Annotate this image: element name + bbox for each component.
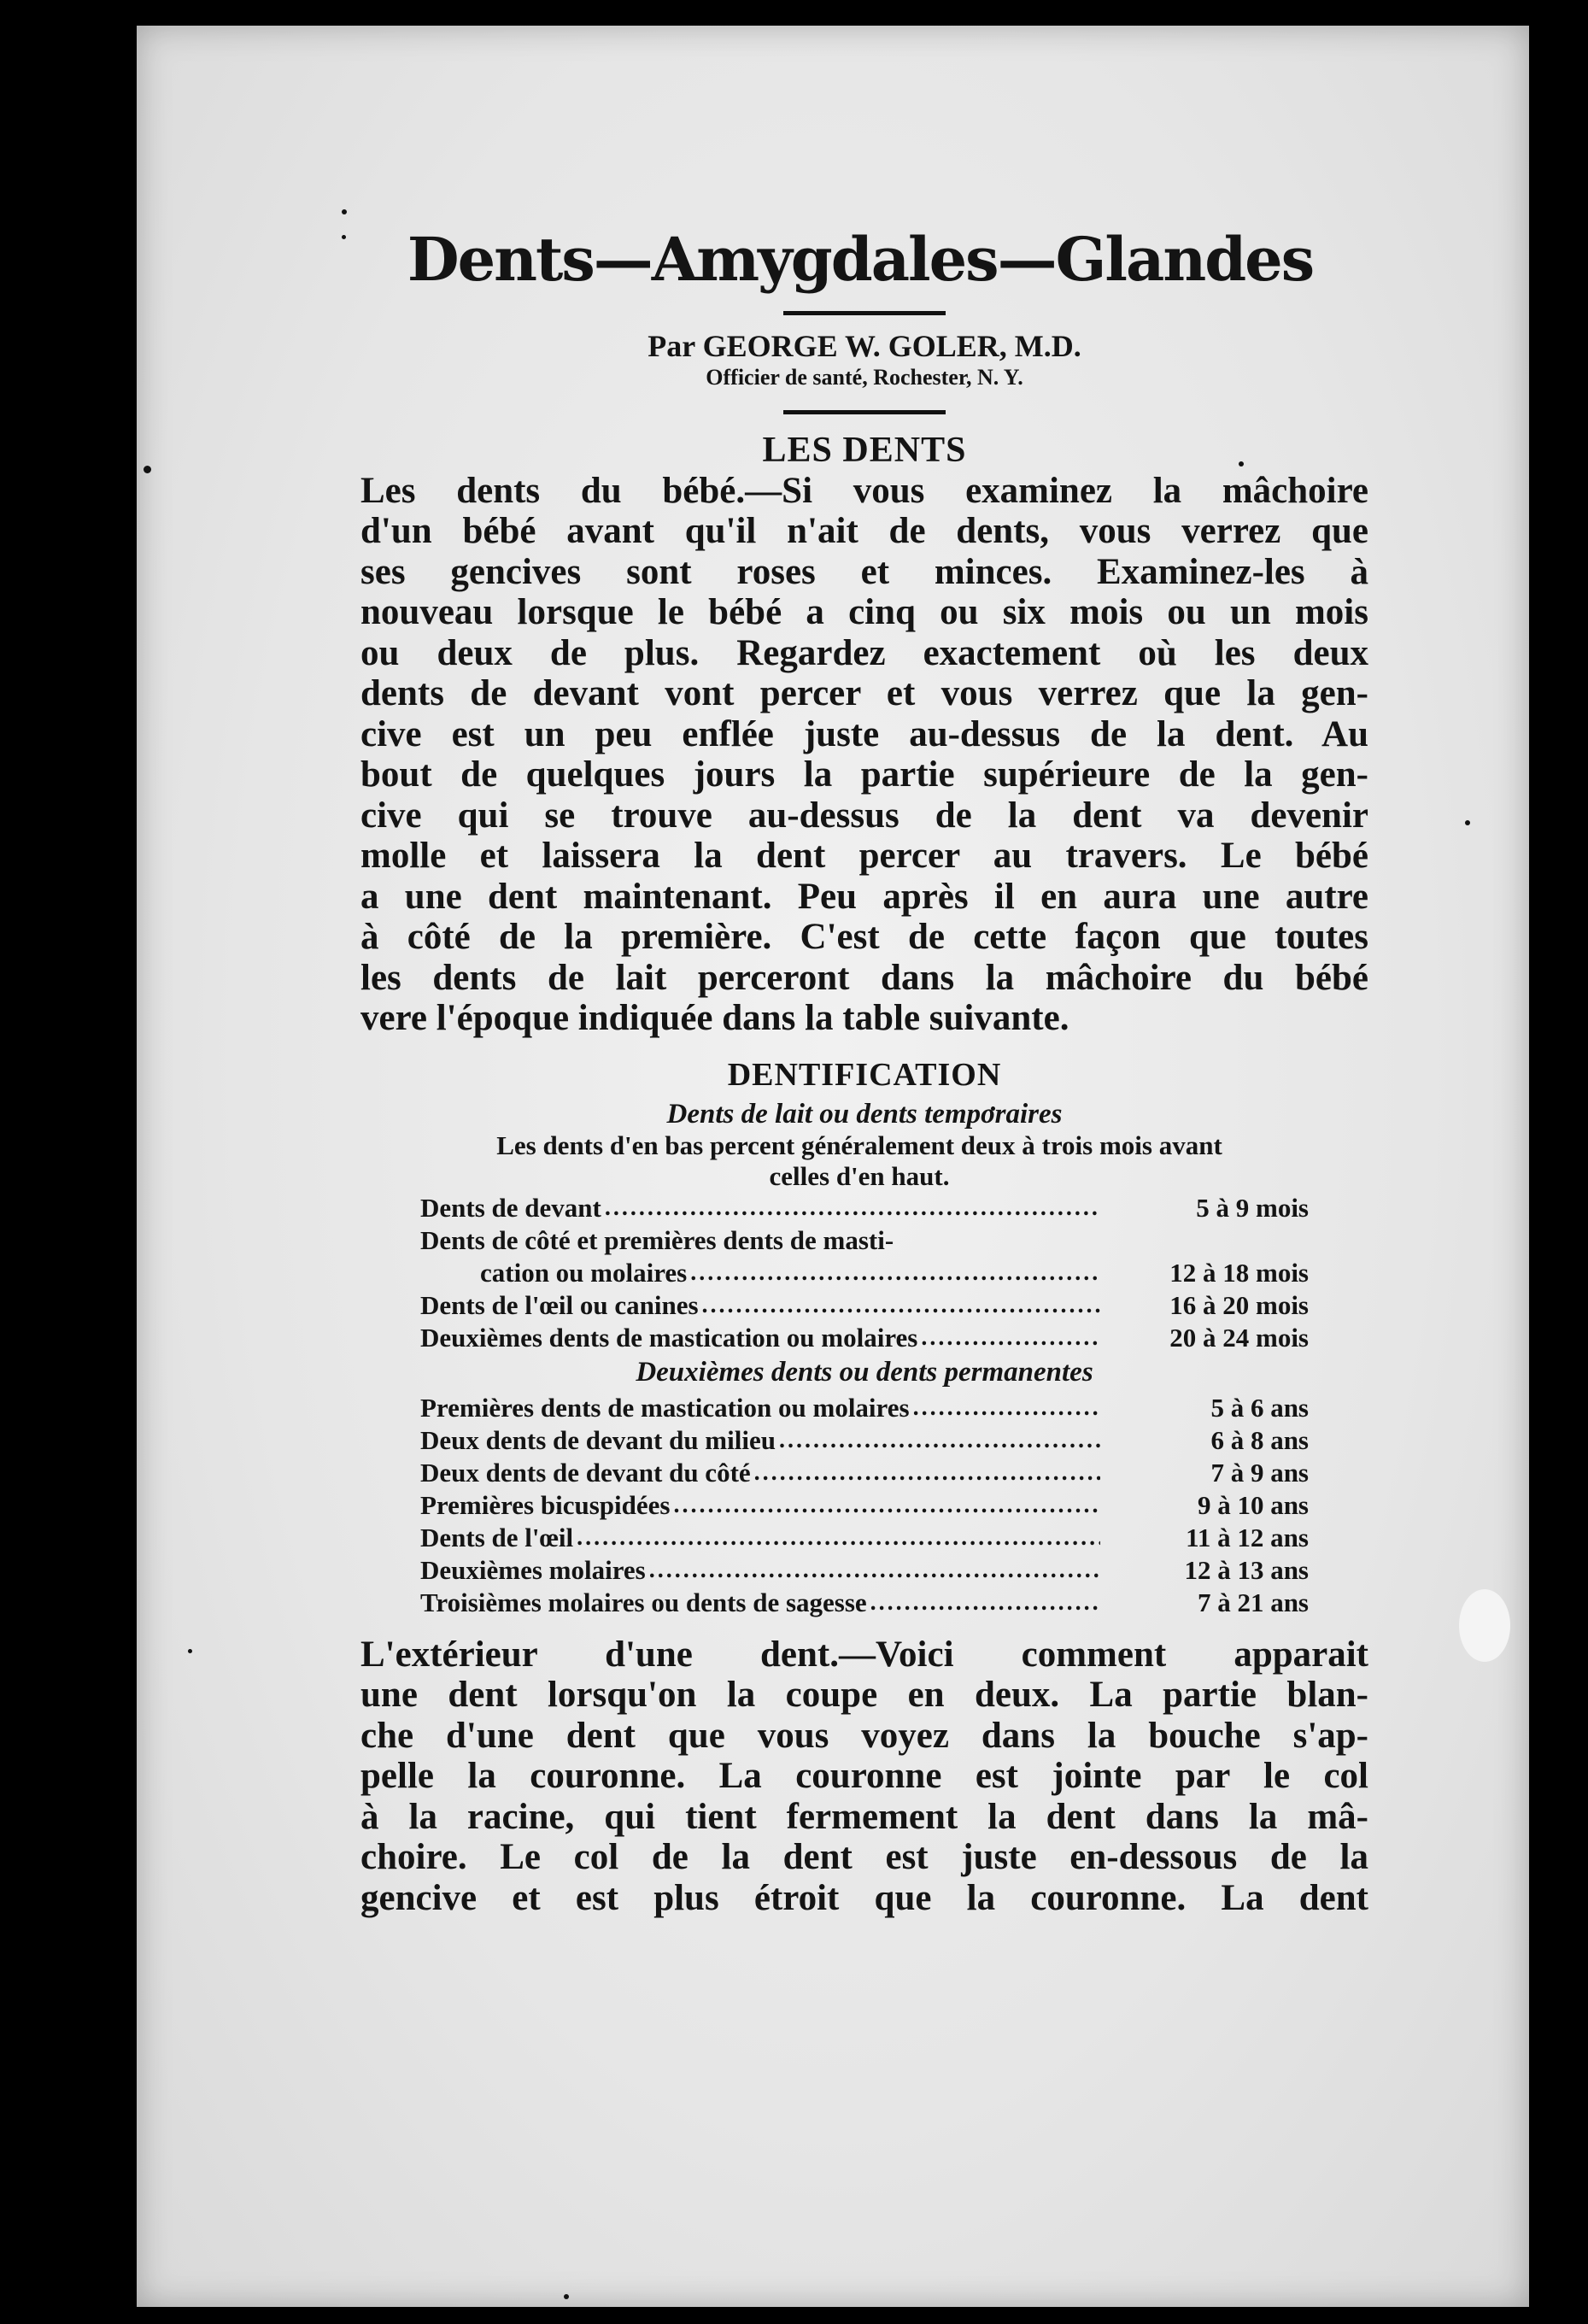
section-heading: LES DENTS (762, 430, 967, 470)
row-value: 7 à 9 ans (1210, 1457, 1309, 1488)
paragraph-line: ou deux de plus. Regardez exactement où les deux (360, 632, 1368, 673)
speck (1459, 1589, 1510, 1662)
paragraph-line: à la racine, qui tient fermement la dent dans la mâ- (360, 1796, 1368, 1837)
dentification-heading: DENTIFICATION (727, 1056, 1002, 1093)
table-row (420, 1457, 1309, 1489)
row-value: 9 à 10 ans (1197, 1489, 1309, 1520)
speck (1465, 820, 1470, 825)
row-label: Deux dents de devant du côté (420, 1457, 751, 1488)
leader-dots (670, 1489, 1100, 1522)
row-label: Premières dents de mastication ou molaires (420, 1392, 910, 1423)
paragraph-line: une dent lorsqu'on la coupe en deux. La partie blan- (360, 1675, 1368, 1716)
table-row (420, 1522, 1309, 1554)
paragraph-line: a une dent maintenant. Peu après il en aura une autre (360, 876, 1368, 917)
row-value: 11 à 12 ans (1186, 1522, 1309, 1552)
paragraph-line: L'extérieur d'une dent.—Voici comment apparait (360, 1634, 1368, 1675)
temporary-teeth-table (420, 1192, 1309, 1619)
table-row (420, 1554, 1309, 1587)
row-value (1100, 1224, 1309, 1257)
leader-dots (601, 1192, 1100, 1224)
speck (342, 209, 347, 214)
table-row (420, 1224, 1309, 1257)
table-row (420, 1392, 1309, 1424)
dentification-note (350, 1130, 1368, 1192)
row-label: Troisièmes molaires ou dents de sagesse (420, 1587, 867, 1617)
speck (342, 235, 346, 239)
intro-paragraph (360, 471, 1368, 1039)
row-value: 7 à 21 ans (1197, 1587, 1309, 1617)
author-affiliation: Officier de santé, Rochester, N. Y. (706, 365, 1023, 390)
leader-dots (867, 1587, 1100, 1619)
speck (564, 2294, 569, 2299)
document-body (360, 226, 1368, 1918)
title-divider (783, 311, 946, 315)
row-value: 6 à 8 ans (1210, 1424, 1309, 1455)
paragraph-line: molle et laissera la dent percer au travers. Le bébé (360, 836, 1368, 877)
paragraph-line: à côté de la première. C'est de cette façon que toutes (360, 917, 1368, 958)
paragraph-line: bout de quelques jours la partie supérieure de la gen- (360, 754, 1368, 795)
row-label: Premières bicuspidées (420, 1489, 671, 1520)
table-row (420, 1489, 1309, 1522)
paragraph-line: ses gencives sont roses et minces. Examinez-les à (360, 551, 1368, 592)
paragraph-line: choire. Le col de la dent est juste en-dessous de la (360, 1837, 1368, 1878)
row-value: 16 à 20 mois (1169, 1289, 1309, 1320)
speck (188, 1649, 192, 1653)
table-row (420, 1257, 1309, 1289)
note-line: celles d'en haut. (769, 1160, 950, 1191)
leader-dots (646, 1554, 1100, 1587)
section-divider (783, 410, 946, 414)
temporary-teeth-heading: Dents de lait ou dents temporaires (666, 1098, 1063, 1130)
paragraph-lead: Les dents du bébé. (360, 470, 746, 511)
row-value: 5 à 6 ans (1210, 1392, 1309, 1423)
paragraph-line: pelle la couronne. La couronne est jointe par le col (360, 1756, 1368, 1797)
paragraph-line: d'un bébé avant qu'il n'ait de dents, vous verrez que (360, 511, 1368, 552)
row-value: 12 à 18 mois (1169, 1257, 1309, 1288)
row-label: Dents de l'œil (420, 1522, 574, 1552)
table-row (420, 1192, 1309, 1224)
leader-dots (917, 1322, 1100, 1354)
row-value: 12 à 13 ans (1184, 1554, 1309, 1585)
paragraph-line: nouveau lorsque le bébé a cinq ou six mois ou un mois (360, 592, 1368, 633)
paragraph-line: gencive et est plus étroit que la couronne. La dent (360, 1877, 1368, 1918)
paragraph-line: cive est un peu enflée juste au-dessus de la dent. Au (360, 713, 1368, 754)
author-line: Par GEORGE W. GOLER, M.D. (648, 329, 1081, 363)
document-title: Dents—Amygdales—Glandes (407, 224, 1314, 295)
row-label: cation ou molaires (480, 1257, 688, 1288)
row-value: 20 à 24 mois (1169, 1322, 1309, 1353)
row-label: Deuxièmes dents de mastication ou molaires (420, 1322, 918, 1353)
permanent-teeth-heading: Deuxièmes dents ou dents permanentes (636, 1356, 1093, 1388)
paragraph-line: cive qui se trouve au-dessus de la dent va devenir (360, 795, 1368, 836)
paragraph-line: les dents de lait perceront dans la mâchoire du bébé (360, 957, 1368, 998)
leader-dots (776, 1424, 1100, 1457)
paragraph-line: vere l'époque indiquée dans la table suivante. (360, 998, 1069, 1039)
table-row (420, 1322, 1309, 1354)
row-label: Dents de côté et premières dents de masti- (420, 1224, 894, 1255)
leader-dots (687, 1257, 1100, 1289)
leader-dots (751, 1457, 1100, 1489)
note-line: Les dents d'en bas percent généralement deux à trois mois avant (496, 1130, 1222, 1160)
row-value: 5 à 9 mois (1196, 1192, 1309, 1223)
leader-dots (894, 1224, 1100, 1257)
speck (144, 466, 151, 473)
table-row (420, 1587, 1309, 1619)
paragraph-line: che d'une dent que vous voyez dans la bouche s'ap- (360, 1715, 1368, 1756)
row-label: Deux dents de devant du milieu (420, 1424, 776, 1455)
leader-dots (699, 1289, 1100, 1322)
table-row (420, 1289, 1309, 1322)
exterior-paragraph (360, 1634, 1368, 1919)
row-label: Dents de devant (420, 1192, 601, 1223)
leader-dots (910, 1392, 1100, 1424)
row-label: Dents de l'œil ou canines (420, 1289, 699, 1320)
paragraph-line: dents de devant vont percer et vous verrez que la gen- (360, 673, 1368, 714)
row-label: Deuxièmes molaires (420, 1554, 646, 1585)
table-row (420, 1424, 1309, 1457)
paragraph-line: Les dents du bébé.—Si vous examinez la mâchoire (360, 470, 1369, 511)
leader-dots (573, 1522, 1100, 1554)
paragraph-lead: L'extérieur d'une dent. (360, 1634, 839, 1675)
